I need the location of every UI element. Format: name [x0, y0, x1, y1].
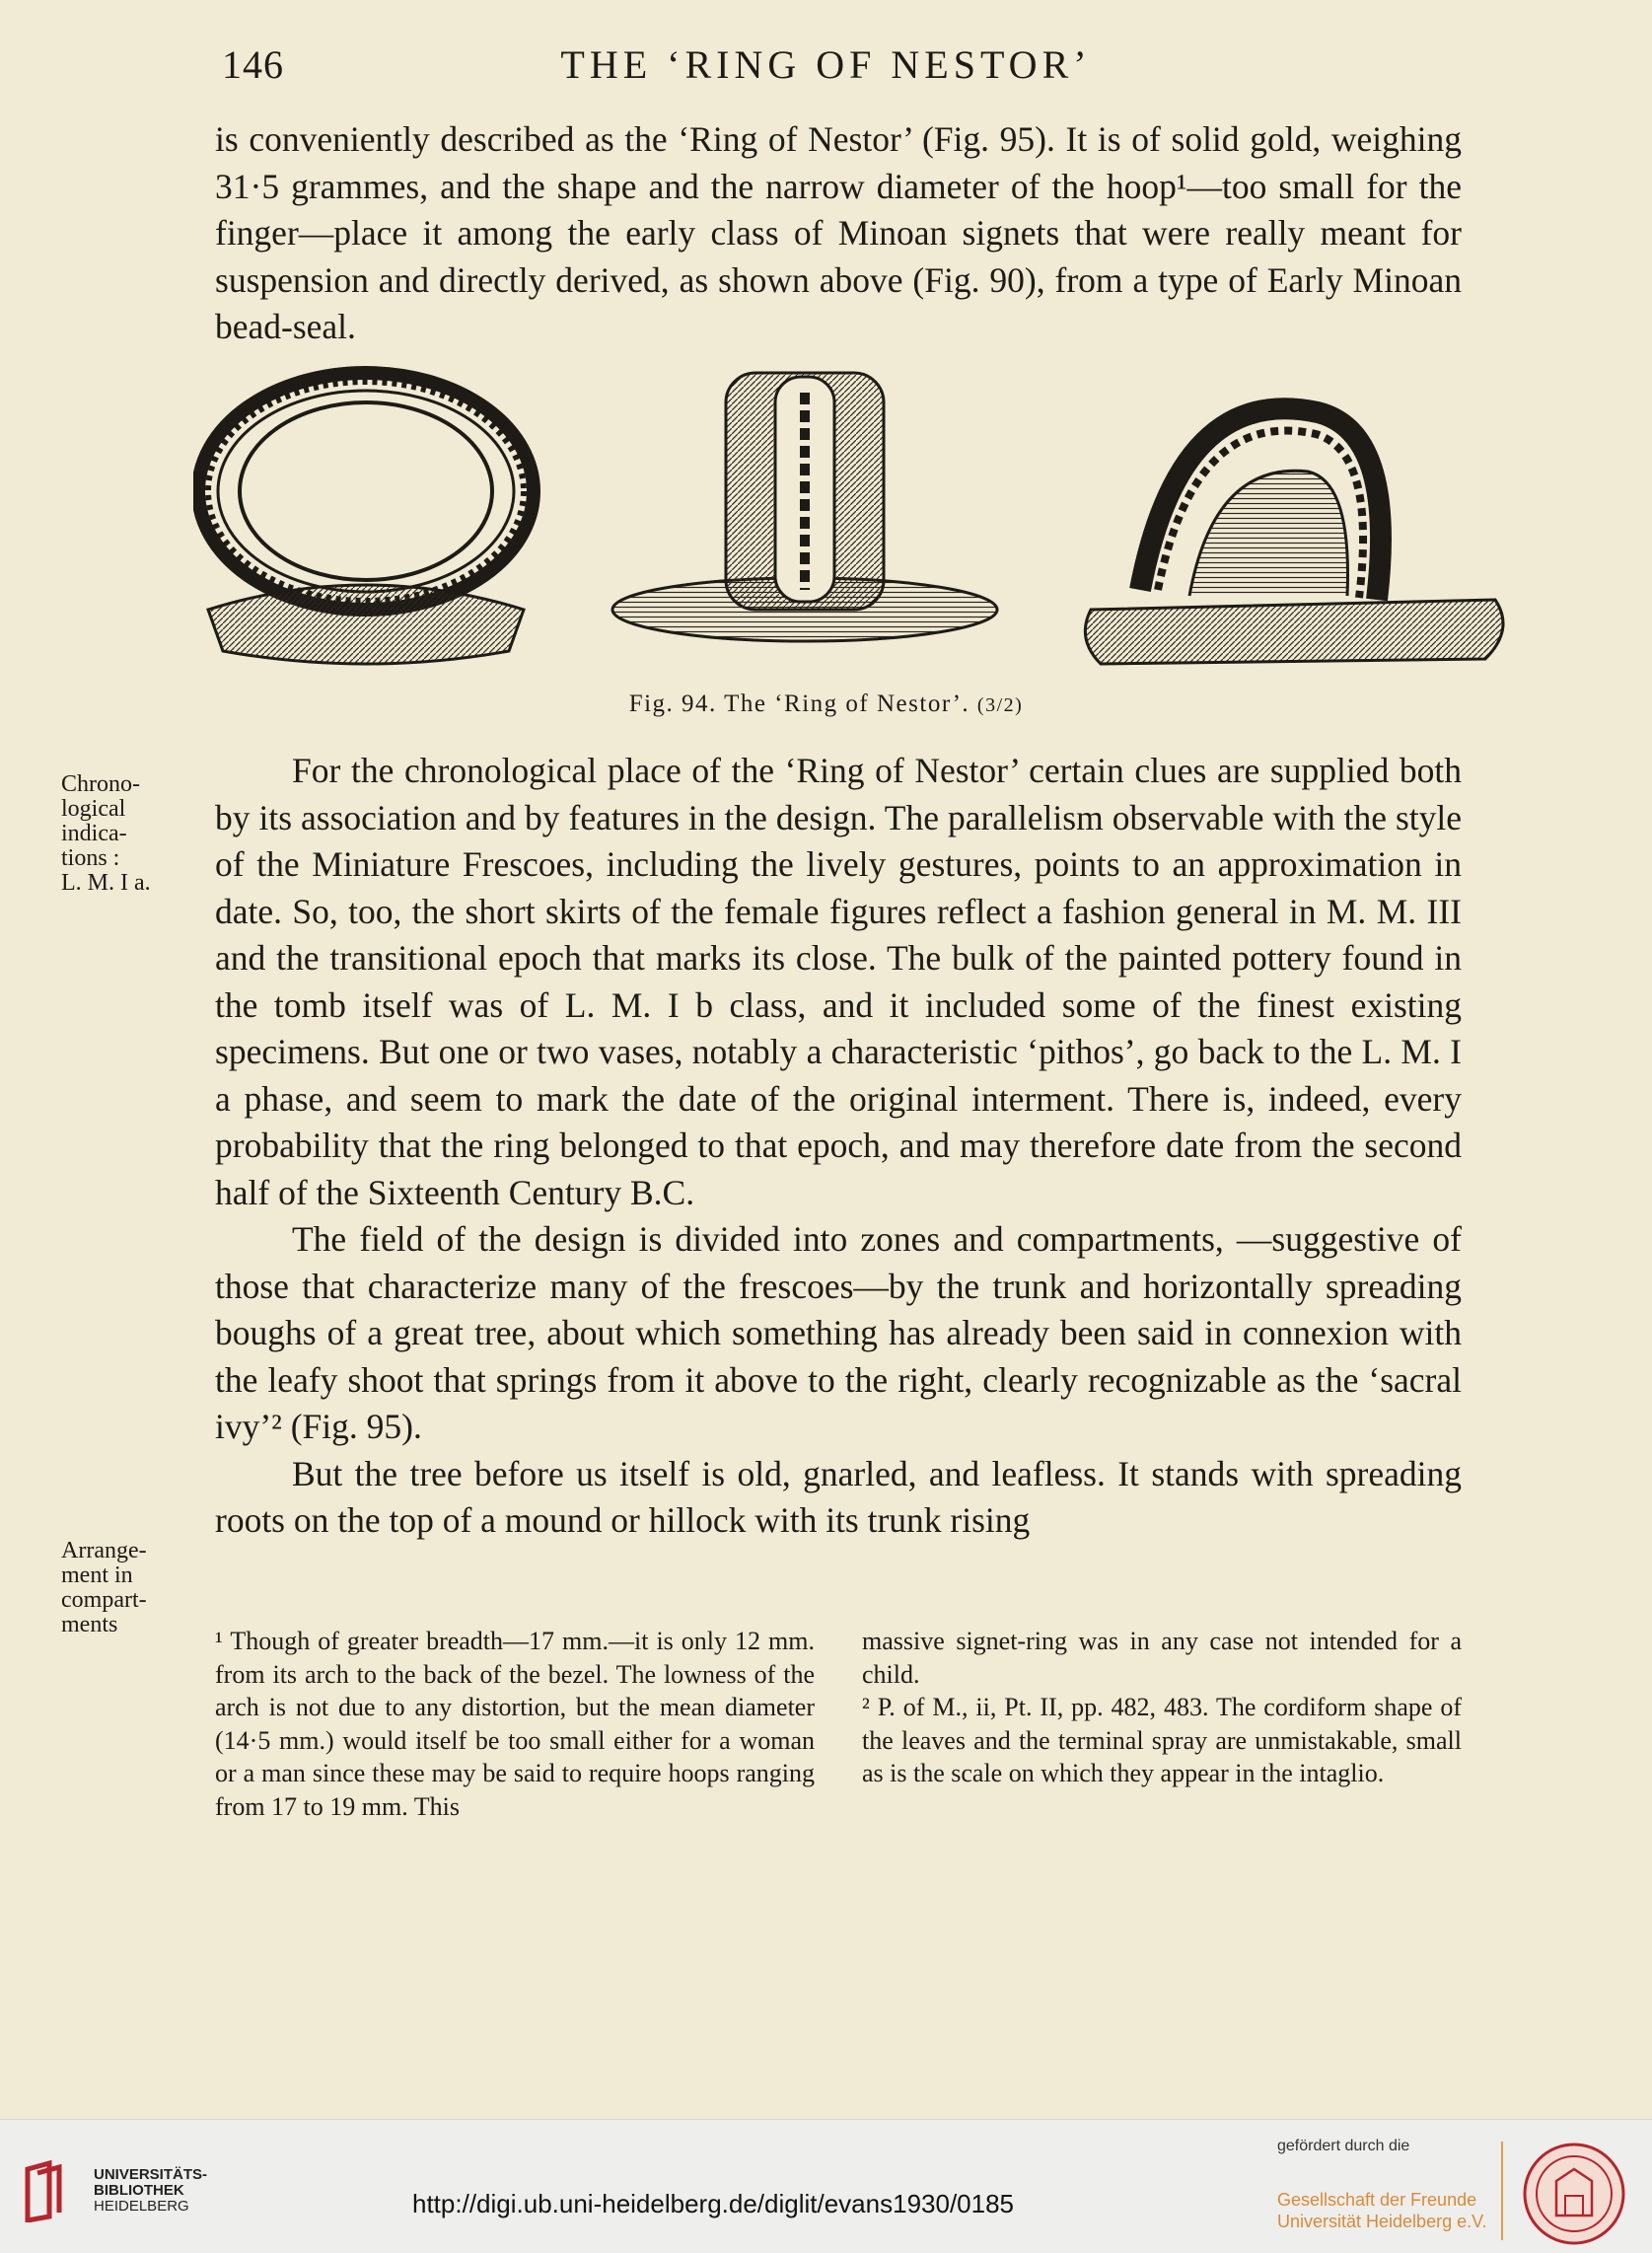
margin-line: ment in: [61, 1563, 133, 1588]
library-name: [94, 2167, 207, 2215]
library-name-line: HEIDELBERG: [94, 2198, 189, 2215]
figure-caption: [0, 690, 1652, 718]
ring-view-front: [198, 373, 534, 664]
intro-text: is conveniently described as the ‘Ring of Nestor’ (Fig. 95). It is of solid gold, weighing 31·5 grammes, and the shape and the narrow diameter of the hoop¹—too small for the finger—place it among the early class of Minoan signets that were really meant for suspension and directly derived, as shown above (Fig. 90), from a type of Early Minoan bead-seal.: [215, 119, 1462, 346]
margin-note-chronological: [61, 772, 209, 896]
page-number: 146: [222, 42, 284, 87]
source-url-link[interactable]: http://digi.ub.uni-heidelberg.de/diglit/evans1930/0185: [412, 2189, 1015, 2218]
intro-paragraph: [215, 116, 1462, 351]
caption-text: Fig. 94. The ‘Ring of Nestor’.: [628, 690, 970, 717]
library-name-line: BIBLIOTHEK: [94, 2182, 184, 2199]
footnotes: [215, 1625, 1462, 1823]
ring-of-nestor-engraving: [193, 363, 1525, 689]
margin-line: L. M. I a.: [61, 870, 151, 896]
sponsor-name: [1277, 2189, 1486, 2232]
main-text: [215, 748, 1462, 1545]
library-name-line: UNIVERSITÄTS-: [94, 2166, 208, 2183]
paragraph-design: The field of the design is divided into zones and compartments, —suggestive of those that characterize many of the frescoes—by the trunk and horizontally spreading boughs of a great tree, about which something has already been said in connexion with the leafy shoot that springs from it above to the right, clearly recognizable as the ‘sacral ivy’² (Fig. 95).: [215, 1219, 1462, 1446]
funded-by-label: gefördert durch die: [1277, 2138, 1410, 2154]
margin-line: indica-: [61, 821, 127, 846]
running-title: THE ‘RING OF NESTOR’: [560, 42, 1092, 87]
footnote-column-right: [862, 1625, 1462, 1823]
margin-note-arrangement: [61, 1539, 209, 1637]
library-logo-icon: [20, 2159, 79, 2222]
margin-line: Chrono-: [61, 771, 140, 797]
margin-line: logical: [61, 796, 126, 822]
footnote-2: ² P. of M., ii, Pt. II, pp. 482, 483. The cordiform shape of the leaves and the terminal spray are unmistakable, small as is the scale on which they appear in the intaglio.: [862, 1693, 1462, 1787]
margin-line: compart-: [61, 1587, 147, 1613]
footer-divider: [1501, 2142, 1503, 2240]
sponsor-line: Universität Heidelberg e.V.: [1277, 2212, 1487, 2231]
sponsor-line: Gesellschaft der Freunde: [1277, 2190, 1477, 2210]
footnote-1-continued: massive signet-ring was in any case not intended for a child.: [862, 1627, 1462, 1689]
paragraph-chronology: For the chronological place of the ‘Ring of Nestor’ certain clues are supplied both by its association and by features in the design. The parallelism observable with the style of the Miniature Frescoes, including the lively gestures, points to an approximation in date. So, too, the short skirts of the female figures reflect a fashion general in M. M. III and the transitional epoch that marks its close. The bulk of the painted pottery found in the tomb itself was of L. M. I b class, and it included some of the finest existing specimens. But one or two vases, notably a characteristic ‘pithos’, go back to the L. M. I a phase, and seem to mark the date of the original interment. There is, indeed, every probability that the ring belonged to that epoch, and may therefore date from the second half of the Sixteenth Century B.C.: [215, 751, 1462, 1212]
paragraph-tree: But the tree before us itself is old, gnarled, and leafless. It stands with spreading roots on the top of a mound or hillock with its trunk rising: [215, 1453, 1462, 1540]
university-seal-icon: [1522, 2142, 1626, 2246]
footnote-1: ¹ Though of greater breadth—17 mm.—it is only 12 mm. from its arch to the back of the bezel. The lowness of the arch is not due to any distortion, but the mean diameter (14·5 mm.) would itself be too small either for a woman or a man since these may be said to require hoops ranging from 17 to 19 mm. This: [215, 1627, 815, 1821]
page-header: [0, 41, 1652, 101]
caption-scale: (3/2): [976, 694, 1024, 716]
margin-line: Arrange-: [61, 1538, 147, 1563]
ring-view-side: [612, 373, 997, 641]
margin-line: ments: [61, 1612, 118, 1637]
margin-line: tions :: [61, 845, 120, 871]
ring-view-oblique: [1085, 408, 1503, 664]
footnote-column-left: [215, 1625, 815, 1823]
digitization-footer: [0, 2119, 1652, 2253]
ring-figure: [193, 363, 1525, 720]
